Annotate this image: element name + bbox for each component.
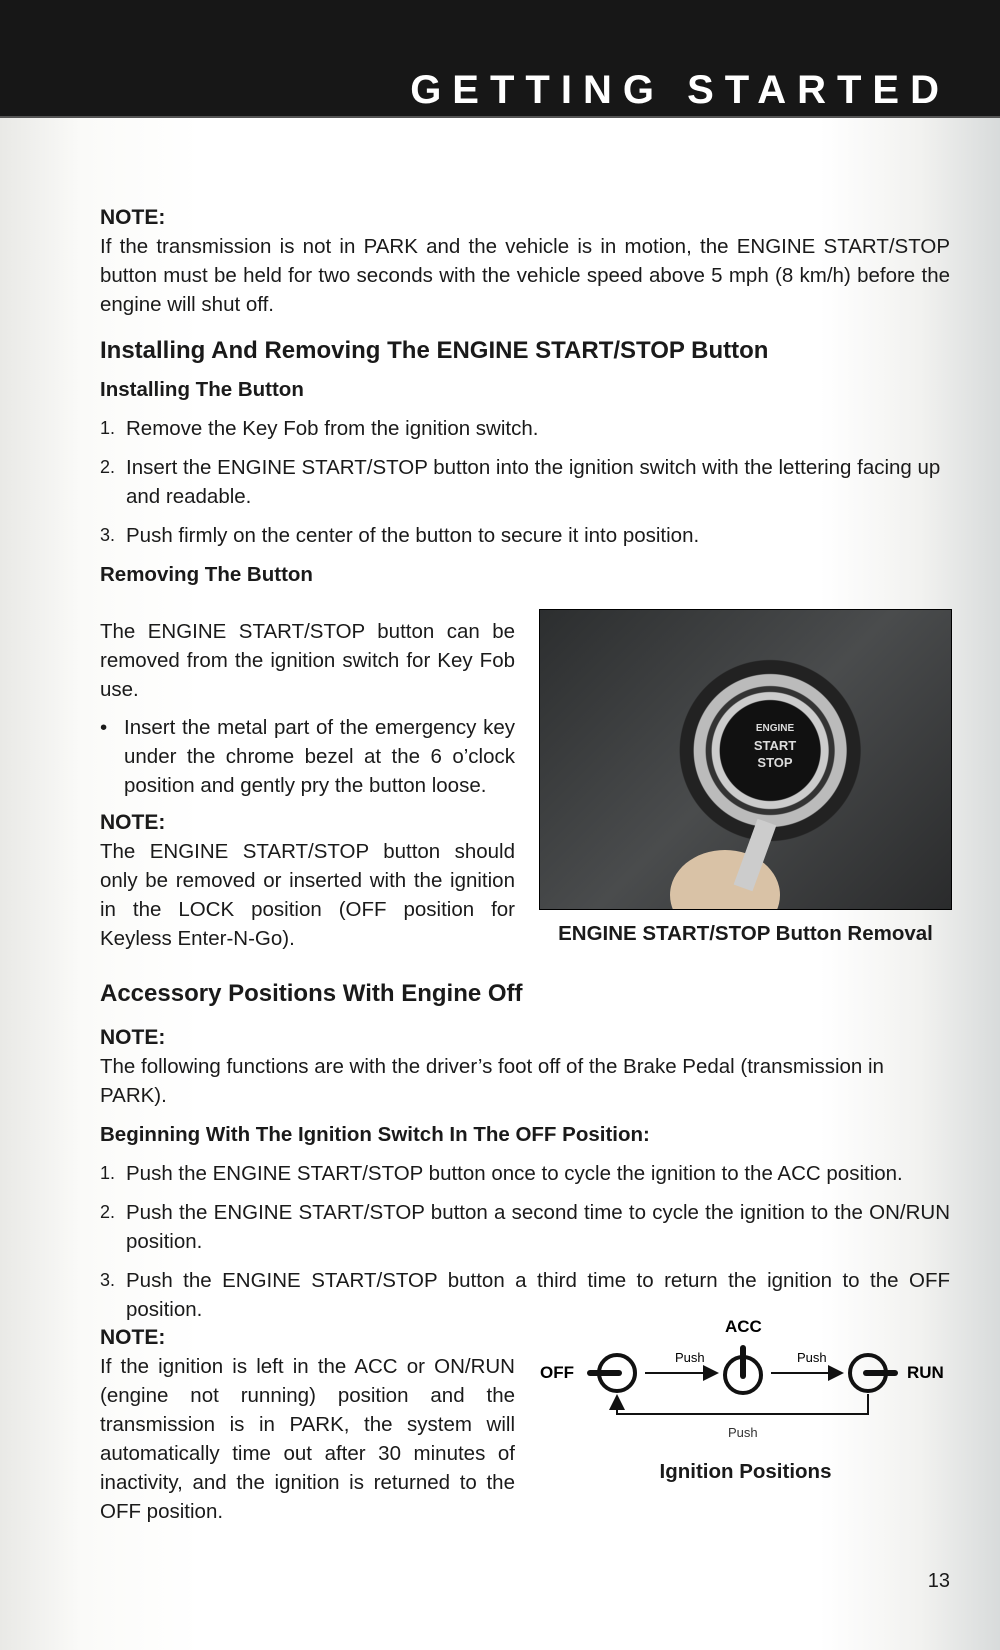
note-label: NOTE: — [100, 1326, 166, 1349]
push-label-2: Push — [797, 1350, 827, 1365]
run-label: RUN — [907, 1363, 944, 1382]
section-heading: Accessory Positions With Engine Off — [100, 980, 523, 1007]
step-number: 1. — [100, 418, 116, 438]
page-header — [0, 0, 1000, 118]
subheading-installing: Installing The Button — [100, 378, 304, 401]
note-text: If the ignition is left in the ACC or ON/RUN (engine not running) position and the transmission is in PARK, the system will automatically time out after 30 minutes of inactivity, and the ignition is returned to the OFF position. — [100, 1355, 515, 1523]
removing-body — [100, 617, 515, 953]
off-label: OFF — [540, 1363, 574, 1382]
step-text: Push the ENGINE START/STOP button a second time to cycle the ignition to the ON/RUN position. — [126, 1201, 950, 1253]
off-icon — [590, 1355, 635, 1391]
note-text: If the transmission is not in PARK and the vehicle is in motion, the ENGINE START/STOP button must be held for two seconds with the vehicle speed above 5 mph (8 km/h) before the engine will shut off. — [100, 235, 950, 316]
note-1 — [100, 203, 950, 319]
subheading-removing: Removing The Button — [100, 563, 313, 586]
step-text: Push the ENGINE START/STOP button once to cycle the ignition to the ACC position. — [126, 1162, 903, 1185]
acc-label: ACC — [725, 1317, 762, 1336]
note-text: The following functions are with the driver’s foot off of the Brake Pedal (transmission in PARK). — [100, 1055, 884, 1107]
removing-text: The ENGINE START/STOP button can be removed from the ignition switch for Key Fob use. — [100, 620, 515, 701]
step-text: Push the ENGINE START/STOP button a third time to return the ignition to the OFF position. — [126, 1269, 950, 1321]
run-icon — [850, 1355, 895, 1391]
section-installing-removing — [100, 336, 950, 589]
push-label-3: Push — [728, 1425, 758, 1440]
step-text: Remove the Key Fob from the ignition switch. — [126, 417, 539, 440]
list-item — [100, 453, 950, 511]
section-title: GETTING STARTED — [410, 68, 950, 112]
subheading: Beginning With The Ignition Switch In The OFF Position: — [100, 1123, 650, 1146]
step-number: 2. — [100, 1202, 116, 1222]
push-label-1: Push — [675, 1350, 705, 1365]
step-number: 3. — [100, 525, 116, 545]
button-lettering: ENGINE START STOP — [753, 723, 797, 770]
step-number: 1. — [100, 1163, 116, 1183]
note-timeout — [100, 1323, 515, 1526]
note-text: The ENGINE START/STOP button should only be removed or inserted with the ignition in the LOCK position (OFF position for Keyless Enter-N-Go). — [100, 840, 515, 950]
list-item — [100, 1198, 950, 1256]
list-item — [100, 1159, 950, 1188]
page-number: 13 — [927, 1570, 950, 1592]
diagram-caption: Ignition Positions — [659, 1460, 832, 1483]
arrow-run-to-off — [617, 1394, 868, 1414]
step-text: Insert the ENGINE START/STOP button into the ignition switch with the lettering facing up and readable. — [126, 456, 941, 508]
note-label: NOTE: — [100, 206, 166, 229]
bullet-item — [100, 713, 515, 800]
step-text: Push firmly on the center of the button to secure it into position. — [126, 524, 700, 547]
installing-steps — [100, 414, 950, 550]
accessory-steps — [100, 1159, 950, 1324]
step-number: 2. — [100, 457, 116, 477]
section-heading: Installing And Removing The ENGINE START/STOP Button — [100, 337, 769, 364]
acc-icon — [725, 1348, 761, 1393]
section-accessory-positions — [100, 979, 950, 1334]
bullet-text: Insert the metal part of the emergency key under the chrome bezel at the 6 o’clock position and gently pry the button loose. — [124, 716, 515, 797]
list-item — [100, 414, 950, 443]
bullet-icon: • — [100, 716, 108, 739]
photo-caption: ENGINE START/STOP Button Removal — [558, 922, 933, 945]
step-number: 3. — [100, 1270, 116, 1290]
note-label: NOTE: — [100, 1026, 166, 1049]
list-item — [100, 521, 950, 550]
ignition-positions-diagram — [535, 1310, 955, 1460]
engine-start-stop-photo — [539, 609, 952, 910]
note-label: NOTE: — [100, 811, 166, 834]
